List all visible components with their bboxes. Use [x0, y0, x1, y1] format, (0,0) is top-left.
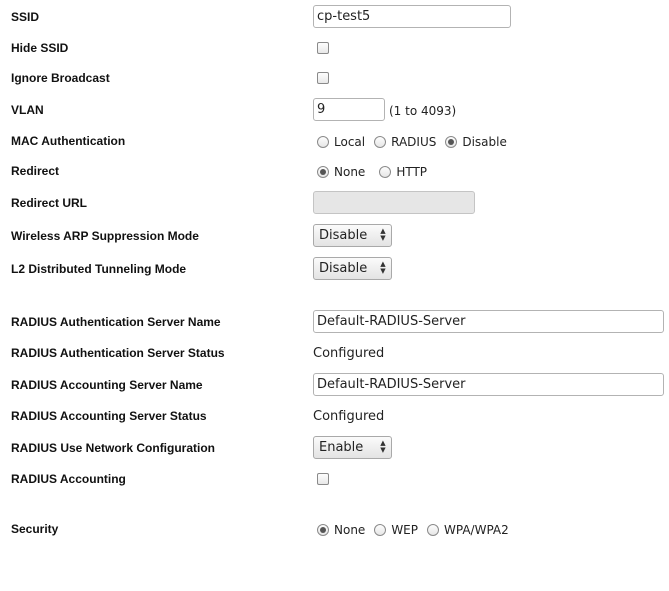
- ignore-broadcast-checkbox[interactable]: [317, 72, 329, 84]
- security-label: Security: [11, 522, 59, 536]
- ssid-input[interactable]: [313, 5, 511, 28]
- mac-auth-radius-label: RADIUS: [391, 135, 437, 149]
- redirect-http-label: HTTP: [396, 165, 428, 179]
- mac-auth-label: MAC Authentication: [11, 134, 126, 148]
- ignore-broadcast-label: Ignore Broadcast: [11, 71, 110, 85]
- mac-auth-local-label: Local: [334, 135, 366, 149]
- ssid-label: SSID: [11, 10, 40, 24]
- hide-ssid-checkbox[interactable]: [317, 42, 329, 54]
- redirect-http-radio[interactable]: [379, 166, 391, 178]
- mac-auth-radius-radio[interactable]: [374, 136, 386, 148]
- security-radio-group: [317, 523, 518, 537]
- radius-accounting-checkbox[interactable]: [317, 473, 329, 485]
- mac-auth-disable-radio[interactable]: [445, 136, 457, 148]
- l2-tunneling-value: Disable: [319, 261, 368, 276]
- security-none-radio[interactable]: [317, 524, 329, 536]
- radius-use-network-value: Enable: [319, 440, 364, 455]
- select-arrows-icon: ▲ ▼: [380, 227, 386, 242]
- radius-acct-name-label: RADIUS Accounting Server Name: [11, 378, 203, 392]
- arp-suppression-label: Wireless ARP Suppression Mode: [11, 229, 199, 243]
- radius-auth-status-value: Configured: [313, 346, 385, 361]
- security-wep-radio[interactable]: [374, 524, 386, 536]
- radius-use-network-select[interactable]: [313, 436, 392, 459]
- select-arrows-icon: ▲ ▼: [380, 439, 386, 454]
- security-wpa-radio[interactable]: [427, 524, 439, 536]
- l2-tunneling-select[interactable]: [313, 257, 392, 280]
- radius-acct-status-label: RADIUS Accounting Server Status: [11, 409, 207, 423]
- redirect-radio-group: [317, 165, 436, 179]
- radius-use-network-label: RADIUS Use Network Configuration: [11, 441, 216, 455]
- hide-ssid-label: Hide SSID: [11, 41, 69, 55]
- arp-suppression-value: Disable: [319, 228, 368, 243]
- radius-accounting-label: RADIUS Accounting: [11, 472, 126, 486]
- vlan-input[interactable]: [313, 98, 385, 121]
- security-wep-label: WEP: [391, 523, 418, 537]
- security-wpa-label: WPA/WPA2: [444, 523, 509, 537]
- mac-auth-disable-label: Disable: [462, 135, 507, 149]
- vlan-label: VLAN: [11, 103, 44, 117]
- radius-auth-name-label: RADIUS Authentication Server Name: [11, 315, 221, 329]
- redirect-url-input[interactable]: [313, 191, 475, 214]
- redirect-label: Redirect: [11, 164, 60, 178]
- radius-auth-status-label: RADIUS Authentication Server Status: [11, 346, 225, 360]
- security-none-label: None: [334, 523, 366, 537]
- vlan-range-hint: (1 to 4093): [389, 104, 457, 118]
- arp-suppression-select[interactable]: [313, 224, 392, 247]
- mac-auth-local-radio[interactable]: [317, 136, 329, 148]
- select-arrows-icon: ▲ ▼: [380, 260, 386, 275]
- redirect-url-label: Redirect URL: [11, 196, 88, 210]
- radius-acct-name-input[interactable]: [313, 373, 664, 396]
- radius-acct-status-value: Configured: [313, 409, 385, 424]
- redirect-none-label: None: [334, 165, 366, 179]
- radius-auth-name-input[interactable]: [313, 310, 664, 333]
- mac-auth-radio-group: [317, 135, 516, 149]
- l2-tunneling-label: L2 Distributed Tunneling Mode: [11, 262, 187, 276]
- redirect-none-radio[interactable]: [317, 166, 329, 178]
